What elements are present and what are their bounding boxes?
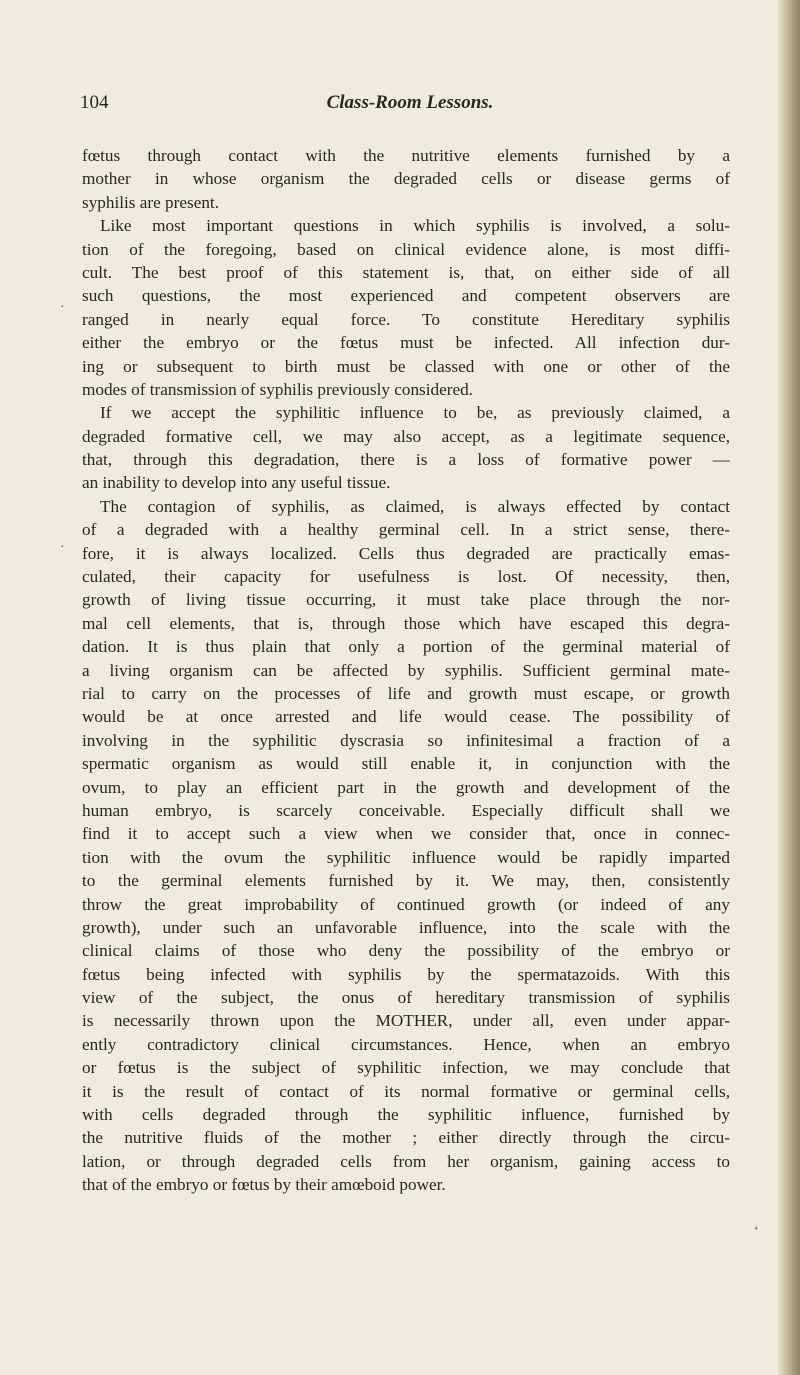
text-line: dation. It is thus plain that only a portion of the germinal material of [82, 637, 730, 657]
text-line: tion of the foregoing, based on clinical evidence alone, is most diffi- [82, 239, 730, 259]
text-line: ently contradictory clinical circumstances. Hence, when an embryo [82, 1034, 730, 1054]
text-line: fœtus being infected with syphilis by the spermatazoids. With this [82, 964, 730, 984]
text-line: to the germinal elements furnished by it. We may, then, consistently [82, 871, 730, 891]
page-edge-shadow [778, 0, 800, 1375]
text-line: lation, or through degraded cells from her organism, gaining access to [82, 1151, 730, 1171]
text-line: ovum, to play an efficient part in the growth and development of the [82, 777, 730, 797]
text-line: spermatic organism as would still enable it, in conjunction with the [82, 754, 730, 774]
body-text [82, 144, 730, 1197]
page-number: 104 [80, 92, 109, 113]
text-line: syphilis are present. [82, 192, 219, 212]
text-line: find it to accept such a view when we consider that, once in connec- [82, 824, 730, 844]
text-line: rial to carry on the processes of life and growth must escape, or growth [82, 683, 730, 703]
margin-speck: · [60, 300, 65, 315]
text-line: a living organism can be affected by syphilis. Sufficient germinal mate- [82, 660, 730, 680]
margin-speck: ‘ [754, 1224, 759, 1239]
text-line: of a degraded with a healthy germinal cell. In a strict sense, there- [82, 520, 730, 540]
text-line: fore, it is always localized. Cells thus degraded are practically emas- [82, 543, 730, 563]
text-line: is necessarily thrown upon the MOTHER, under all, even under appar- [82, 1011, 730, 1031]
text-line: view of the subject, the onus of hereditary transmission of syphilis [82, 988, 730, 1008]
text-line: involving in the syphilitic dyscrasia so infinitesimal a fraction of a [82, 730, 730, 750]
text-line: such questions, the most experienced and competent observers are [82, 286, 730, 306]
text-line: cult. The best proof of this statement is, that, on either side of all [82, 262, 730, 282]
text-line: degraded formative cell, we may also accept, as a legitimate sequence, [82, 426, 730, 446]
text-line: clinical claims of those who deny the possibility of the embryo or [82, 941, 730, 961]
text-line: modes of transmission of syphilis previously considered. [82, 379, 473, 399]
text-line: either the embryo or the fœtus must be infected. All infection dur- [82, 333, 730, 353]
margin-speck: · [60, 540, 65, 555]
text-line: an inability to develop into any useful tissue. [82, 473, 391, 493]
text-line: throw the great improbability of continued growth (or indeed of any [82, 894, 730, 914]
text-line: growth of living tissue occurring, it must take place through the nor- [82, 590, 730, 610]
text-line: Like most important questions in which syphilis is involved, a solu- [100, 216, 730, 236]
text-line: with cells degraded through the syphilitic influence, furnished by [82, 1105, 730, 1125]
text-line: The contagion of syphilis, as claimed, is always effected by contact [100, 496, 730, 516]
text-line: growth), under such an unfavorable influence, into the scale with the [82, 917, 730, 937]
text-line: that, through this degradation, there is a loss of formative power — [82, 450, 730, 470]
page-header [80, 92, 740, 122]
text-line: that of the embryo or fœtus by their amœboid power. [82, 1175, 446, 1195]
running-title: Class-Room Lessons. [326, 92, 494, 113]
text-line: mother in whose organism the degraded cells or disease germs of [82, 169, 730, 189]
text-line: culated, their capacity for usefulness is lost. Of necessity, then, [82, 567, 730, 587]
text-line: If we accept the syphilitic influence to be, as previously claimed, a [100, 403, 730, 423]
text-line: would be at once arrested and life would cease. The possibility of [82, 707, 730, 727]
text-line: fœtus through contact with the nutritive elements furnished by a [82, 146, 730, 165]
text-line: human embryo, is scarcely conceivable. Especially difficult shall we [82, 800, 730, 820]
text-line: mal cell elements, that is, through those which have escaped this degra- [82, 613, 730, 633]
text-line: ing or subsequent to birth must be classed with one or other of the [82, 356, 730, 376]
text-line: the nutritive fluids of the mother ; either directly through the circu- [82, 1128, 730, 1148]
text-line: or fœtus is the subject of syphilitic infection, we may conclude that [82, 1058, 730, 1078]
text-line: tion with the ovum the syphilitic influence would be rapidly imparted [82, 847, 730, 867]
text-line: it is the result of contact of its normal formative or germinal cells, [82, 1081, 730, 1101]
text-line: ranged in nearly equal force. To constitute Hereditary syphilis [82, 309, 730, 329]
